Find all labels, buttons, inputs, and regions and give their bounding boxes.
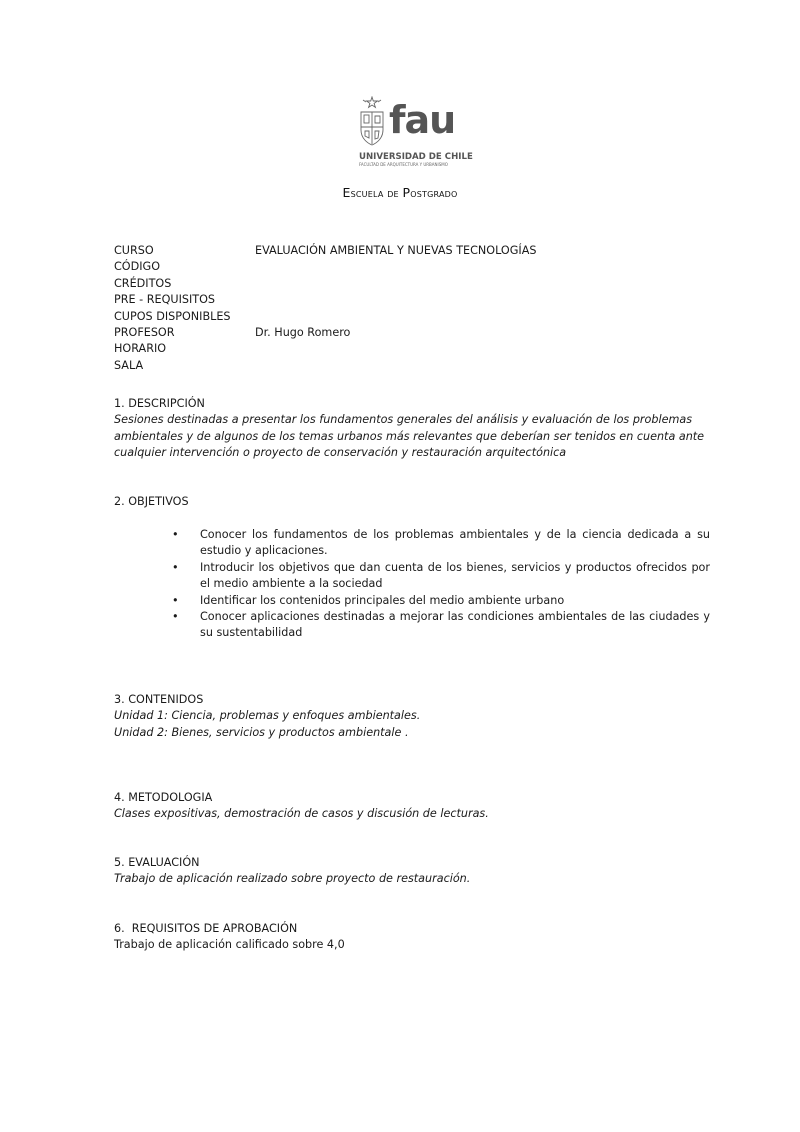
info-key: CÓDIGO xyxy=(114,260,161,274)
fau-logo xyxy=(359,96,473,172)
objective-text: Identificar los contenidos principales del medio ambiente urbano xyxy=(200,593,565,607)
evaluation-text: Trabajo de aplicación realizado sobre proyecto de restauración. xyxy=(114,872,471,886)
list-item xyxy=(172,560,710,593)
objectives-list xyxy=(172,527,710,642)
section-heading: 3. CONTENIDOS xyxy=(114,693,204,706)
school-heading-cap-2: P xyxy=(402,185,411,200)
section-evaluacion xyxy=(114,855,710,888)
bullet-icon: • xyxy=(172,560,179,574)
objective-text: Introducir los objetivos que dan cuenta de los bienes, servicios y productos ofrecidos por el medio ambiente a la sociedad xyxy=(200,560,710,591)
info-row xyxy=(114,243,714,259)
info-row xyxy=(114,325,714,341)
objective-text: Conocer los fundamentos de los problemas ambientales y de la ciencia dedicada a su estudio y aplicaciones. xyxy=(200,528,710,558)
school-heading-rest-2: ostgrado xyxy=(410,187,458,200)
school-heading-rest-1: scuela de xyxy=(350,187,403,200)
info-row xyxy=(114,259,714,275)
info-key: CRÉDITOS xyxy=(114,276,172,290)
info-key: PRE - REQUISITOS xyxy=(114,293,216,307)
section-contenidos xyxy=(114,692,710,741)
methodology-text: Clases expositivas, demostración de casos y discusión de lecturas. xyxy=(114,807,489,821)
description-line: ambientales y de algunos de los temas urbanos más relevantes que deberían ser tenidos en cuenta ante xyxy=(114,429,705,443)
section-descripcion xyxy=(114,396,710,462)
bullet-icon: • xyxy=(172,593,179,607)
info-key: CUPOS DISPONIBLES xyxy=(114,309,231,323)
bullet-icon: • xyxy=(172,528,179,541)
info-value: EVALUACIÓN AMBIENTAL Y NUEVAS TECNOLOGÍAS xyxy=(255,244,537,257)
section-heading: 6. REQUISITOS DE APROBACIÓN xyxy=(114,922,298,935)
info-value: Dr. Hugo Romero xyxy=(255,325,351,339)
info-row xyxy=(114,358,714,374)
description-line: Sesiones destinadas a presentar los fundamentos generales del análisis y evaluación de los problemas xyxy=(114,413,693,427)
objective-text: Conocer aplicaciones destinadas a mejorar las condiciones ambientales de las ciudades y su sustentabilidad xyxy=(200,610,710,640)
university-crest-icon xyxy=(359,96,385,148)
section-heading: 4. METODOLOGIA xyxy=(114,791,213,804)
approval-text: Trabajo de aplicación calificado sobre 4,0 xyxy=(114,938,345,952)
logo-wordmark: fau xyxy=(389,98,456,142)
content-line: Unidad 1: Ciencia, problemas y enfoques ambientales. xyxy=(114,709,421,723)
section-aprobacion xyxy=(114,921,710,954)
school-heading xyxy=(0,185,800,200)
logo-faculty: FACULTAD DE ARQUITECTURA Y URBANISMO xyxy=(359,162,448,167)
logo-university: UNIVERSIDAD DE CHILE xyxy=(359,152,473,162)
info-row xyxy=(114,341,714,357)
info-key: SALA xyxy=(114,358,144,372)
list-item xyxy=(172,593,710,609)
info-key: HORARIO xyxy=(114,342,167,356)
bullet-icon: • xyxy=(172,610,179,624)
info-key: CURSO xyxy=(114,244,154,257)
description-line: cualquier intervención o proyecto de conservación y restauración arquitectónica xyxy=(114,446,567,460)
list-item xyxy=(172,527,710,560)
section-heading: 5. EVALUACIÓN xyxy=(114,856,200,869)
info-row xyxy=(114,276,714,292)
content-line: Unidad 2: Bienes, servicios y productos ambientale . xyxy=(114,725,409,739)
info-key: PROFESOR xyxy=(114,325,175,339)
course-info-table xyxy=(114,243,714,374)
section-heading: 1. DESCRIPCIÓN xyxy=(114,397,205,410)
info-row xyxy=(114,292,714,308)
section-objetivos xyxy=(114,494,710,510)
info-row xyxy=(114,309,714,325)
section-metodologia xyxy=(114,790,710,823)
list-item xyxy=(172,609,710,642)
school-heading-cap-1: E xyxy=(342,185,351,200)
section-heading: 2. OBJETIVOS xyxy=(114,495,189,508)
